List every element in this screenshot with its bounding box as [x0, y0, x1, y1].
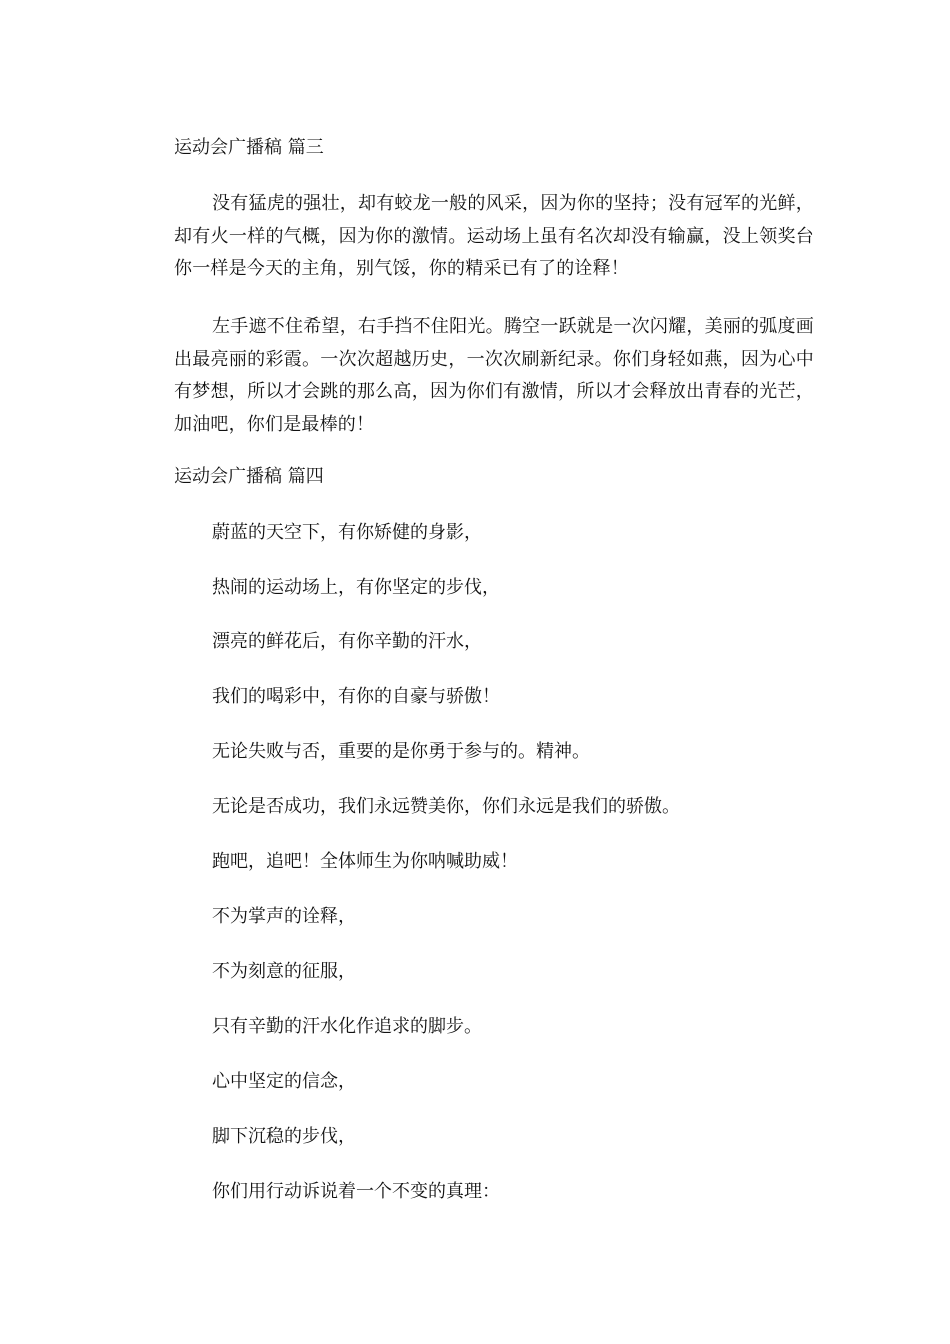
poem-line: 无论失败与否，重要的是你勇于参与的。精神。 — [212, 741, 590, 762]
poem-line: 不为掌声的诠释， — [212, 906, 356, 927]
poem-line: 热闹的运动场上，有你坚定的步伐， — [212, 577, 500, 598]
poem-line: 漂亮的鲜花后，有你辛勤的汗水， — [212, 631, 482, 652]
poem-line: 不为刻意的征服， — [212, 961, 356, 982]
section-heading-3: 运动会广播稿 篇三 — [174, 137, 324, 158]
poem-line: 你们用行动诉说着一个不变的真理： — [212, 1181, 500, 1202]
paragraph-1: 没有猛虎的强壮，却有蛟龙一般的风采，因为你的坚持；没有冠军的光鲜，却有火一样的气概，因为你的激情。运动场上虽有名次却没有输赢，没上领奖台你一样是今天的主角，别气馁，你的精采已有了的诠释！ — [174, 193, 814, 279]
poem-line: 心中坚定的信念， — [212, 1071, 356, 1092]
section-heading-4: 运动会广播稿 篇四 — [174, 466, 324, 487]
poem-line: 蔚蓝的天空下，有你矫健的身影， — [212, 522, 482, 543]
poem-line: 脚下沉稳的步伐， — [212, 1126, 356, 1147]
poem-line: 跑吧，追吧！全体师生为你呐喊助威！ — [212, 851, 518, 872]
poem-line: 只有辛勤的汗水化作追求的脚步。 — [212, 1016, 482, 1037]
poem-line: 无论是否成功，我们永远赞美你，你们永远是我们的骄傲。 — [212, 796, 680, 817]
poem-line: 我们的喝彩中，有你的自豪与骄傲！ — [212, 686, 500, 707]
paragraph-2: 左手遮不住希望，右手挡不住阳光。腾空一跃就是一次闪耀，美丽的弧度画出最亮丽的彩霞。一次次超越历史，一次次刷新纪录。你们身轻如燕，因为心中有梦想，所以才会跳的那么高，因为你们有激情，所以才会释放出青春的光芒，加油吧，你们是最棒的！ — [174, 316, 814, 435]
